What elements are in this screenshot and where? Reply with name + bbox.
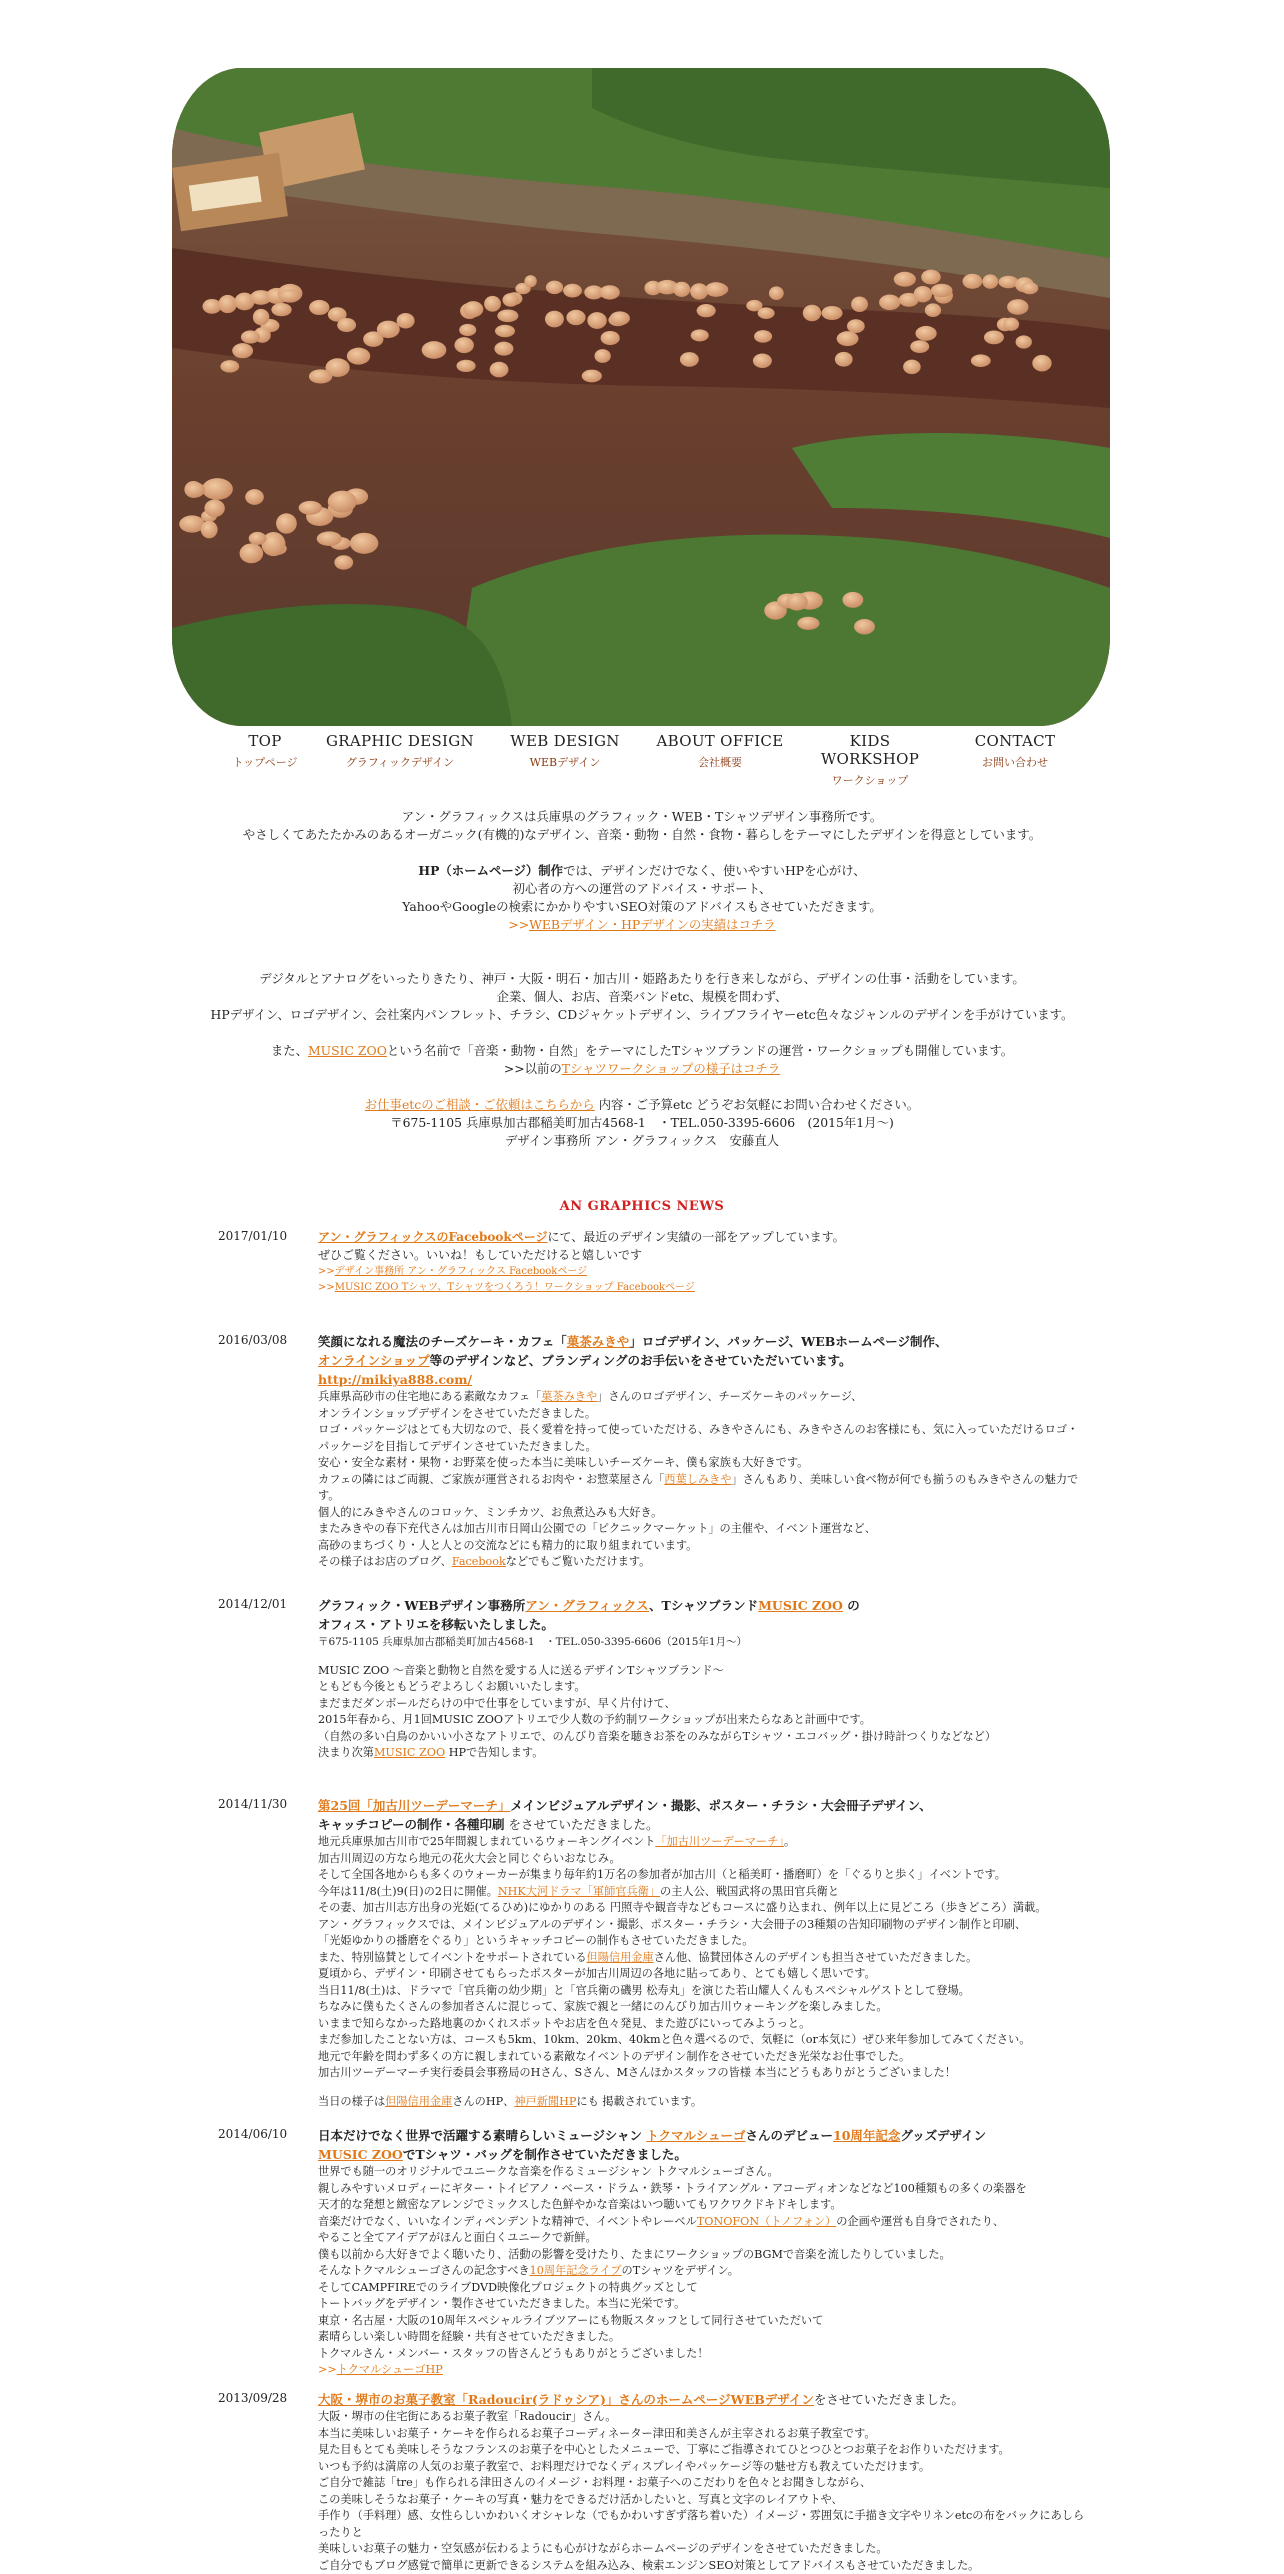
nav-top[interactable] — [210, 732, 320, 770]
news-date: 2014/06/10 — [218, 2126, 287, 2143]
news-text: の企画や運営も自身でされたり、 — [836, 2215, 1004, 2228]
potato — [204, 499, 224, 517]
nav-top-sublabel: トップページ — [210, 754, 320, 770]
news-headline-text: 日本だけでなく世界で活躍する素晴らしいミュージシャン — [318, 2128, 646, 2143]
news-body — [318, 2390, 1088, 2574]
news-text: 決まり次第 — [318, 1746, 374, 1759]
news-headline-text: 」ロゴデザイン、パッケージ、WEBホームページ制作、 — [629, 1334, 947, 1349]
news-text: ご自分で雑誌「tre」も作られる津田さんのイメージ・お料理・お菓子へのこだわりを色々とお聞きしながら、 — [318, 2475, 1088, 2492]
news-text: その妻、加古川志方出身の光姫(てるひめ)にゆかりのある 円照寺や観音寺などもコースに盛り込まれ、例年以上に見どころ（歩きどころ）満載。 — [318, 1900, 1088, 1917]
potato — [754, 330, 772, 343]
news-text: 天才的な発想と緻密なアレンジでミックスした色鮮やかな音楽はいつ聴いてもワクワクドキドキします。 — [318, 2197, 1088, 2214]
news-text: この美味しそうなお菓子・ケーキの写真・魅力をできるだけ活かしたいと、写真と文字のレイアウトや、 — [318, 2492, 1088, 2509]
potato — [963, 274, 983, 289]
news-text: そんなトクマルシューゴさんの記念すべき — [318, 2264, 530, 2277]
music-zoo-link[interactable]: MUSIC ZOO — [374, 1746, 445, 1759]
radoucir-link[interactable]: 大阪・堺市のお菓子教室「Radoucir(ラドゥシア)」さんのホームページWEBデザイン — [318, 2392, 814, 2407]
news-text: HPで告知します。 — [445, 1746, 543, 1759]
potato — [971, 354, 991, 367]
news-text: 素晴らしい楽しい時間を経験・共有させていただきました。 — [318, 2329, 1088, 2346]
nav-contact-label: CONTACT — [960, 732, 1070, 750]
potato — [546, 281, 563, 294]
news-text: ともども今後ともどうぞよろしくお願いいたします。 — [318, 1679, 1088, 1696]
potato — [397, 313, 415, 328]
tokumaru-shugo-hp-link[interactable]: トクマルシューゴHP — [337, 2363, 443, 2376]
news-text: 東京・名古屋・大阪の10周年スペシャルライブツアーにも物販スタッフとして同行させていただいて — [318, 2313, 1088, 2330]
news-heading: AN GRAPHICS NEWS — [0, 1199, 1284, 1214]
potato — [697, 304, 716, 317]
news-headline-text: グッズデザイン — [900, 2128, 986, 2143]
news-text: アン・グラフィックスでは、メインビジュアルのデザイン・撮影、ポスター・チラシ・大会冊子の3種類の告知印刷物のデザイン制作と印刷、 — [318, 1917, 1088, 1934]
news-headline-text: オフィス・アトリエを移転いたしました。 — [318, 1615, 1088, 1634]
potato — [1032, 355, 1051, 372]
news-text: トートバッグをデザイン・製作させていただきました。本当に光栄です。 — [318, 2296, 1088, 2313]
nishiha-mikiya-link[interactable]: 西葉しみきや — [664, 1473, 731, 1486]
news-text: のTシャツをデザイン。 — [622, 2264, 739, 2277]
potato — [309, 300, 329, 315]
potato — [218, 295, 237, 313]
potato — [240, 543, 264, 563]
potato — [601, 331, 620, 345]
news-text: トクマルさん・メンバー・スタッフの皆さんどうもありがとうございました！ — [318, 2346, 1088, 2363]
news-text: そしてCAMPFIREでのライブDVD映像化プロジェクトの特典グッズとして — [318, 2280, 1088, 2297]
nav-web-design[interactable] — [500, 732, 630, 770]
news-body — [318, 1332, 1088, 1571]
news-body — [318, 1228, 1088, 1297]
office-signature: デザイン事務所 アン・グラフィックス 安藤直人 — [0, 1132, 1284, 1150]
potato — [914, 286, 932, 302]
news-text: パッケージを目指してデザインさせていただきました。 — [318, 1439, 1088, 1456]
news-text: ご自分でもブログ感覚で簡単に更新できるシステムを組み込み、検索エンジンSEO対策としてアドバイスもさせていただきました。 — [318, 2558, 1088, 2574]
news-text: （自然の多い白鳥のかいい小さなアトリエで、のんびり音楽を聴きお茶をのみながらTシャツ・エコバッグ・掛け時計つくりなどなど） — [318, 1729, 1088, 1746]
news-text: いつも予約は満席の人気のお菓子教室で、お料理だけでなくディスプレイやパッケージ等の魅せ方も教えていただけます。 — [318, 2459, 1088, 2476]
intro-line: 初心者の方への運営のアドバイス・サポート、 — [0, 880, 1284, 898]
news-headline-text: 等のデザインなど、ブランディングのお手伝いをさせていただいています。 — [430, 1353, 852, 1368]
potato — [691, 329, 709, 341]
news-headline-text: グラフィック・WEBデザイン事務所 — [318, 1598, 525, 1613]
news-text: 今年は11/8(土)9(日)の2日に開催。 — [318, 1885, 498, 1898]
news-text: 安心・安全な素材・果物・お野菜を使った本当に美味しいチーズケーキ、僕も家族も大好きです。 — [318, 1455, 1088, 1472]
news-text: 僕も以前から大好きでよく聴いたり、活動の影響を受けたり、たまにワークショップのBGMで音楽を流したりしていました。 — [318, 2247, 1088, 2264]
intro-line: デジタルとアナログをいったりきたり、神戸・大阪・明石・加古川・姫路あたりを行き来しながら、デザインの仕事・活動をしています。 — [0, 970, 1284, 988]
news-headline-text: をさせていただきました。 — [505, 1817, 659, 1832]
link-prefix: >> — [318, 2363, 337, 2376]
potato — [220, 360, 239, 372]
mikiya-url-link[interactable]: http://mikiya888.com/ — [318, 1372, 472, 1387]
main-nav — [0, 732, 1284, 784]
news-text: 当日11/8(土)は、ドラマで「官兵衛の幼少期」と「官兵衛の磯男 松寿丸」を演じた若山耀人くんもスペシャルゲストとして登場。 — [318, 1983, 1088, 2000]
potato — [910, 340, 929, 353]
facebook-link[interactable]: Facebook — [452, 1555, 506, 1568]
potato — [758, 307, 775, 319]
potato — [328, 491, 357, 513]
news-body — [318, 1796, 1088, 2110]
nav-about-office-label: ABOUT OFFICE — [650, 732, 790, 750]
news-body — [318, 2126, 1088, 2379]
potato — [241, 330, 260, 343]
news-headline-text: をさせていただきました。 — [814, 2392, 964, 2407]
tenth-anniversary-link[interactable]: 10周年記念 — [833, 2128, 900, 2143]
news-headline-text: の — [843, 1598, 860, 1613]
news-text: 高砂のまちづくり・人と人との交流などにも精力的に取り組まれています。 — [318, 1538, 1088, 1555]
nav-web-design-label: WEB DESIGN — [500, 732, 630, 750]
potato — [279, 289, 301, 302]
news-text: いままで知らなかった路地裏のかくれスポットやお店を色々発見、また遊びにいってみようっと。 — [318, 2016, 1088, 2033]
an-graphics-link[interactable]: アン・グラフィックス — [525, 1598, 649, 1613]
intro-text: という名前で「音楽・動物・自然」をテーマにしたTシャツブランドの運営・ワークショップも開催しています。 — [387, 1043, 1013, 1058]
intro-section — [0, 808, 1284, 1150]
intro-text: では、デザインだけでなく、使いやすいHPを心がけ、 — [563, 863, 866, 878]
intro-line: 企業、個人、お店、音楽バンドetc、規模を問わず、 — [0, 988, 1284, 1006]
potato — [184, 482, 205, 498]
potato — [680, 352, 699, 367]
potato — [797, 617, 819, 630]
potato — [245, 489, 264, 505]
news-text: 兵庫県高砂市の住宅地にある素敵なカフェ「 — [318, 1390, 541, 1403]
potato — [842, 592, 863, 608]
nav-web-design-sublabel: WEBデザイン — [500, 754, 630, 770]
potato — [984, 330, 1004, 344]
nav-top-label: TOP — [210, 732, 320, 750]
tshirt-workshop-line — [0, 1060, 1284, 1078]
potato — [903, 360, 921, 375]
potato — [769, 286, 784, 300]
nav-graphic-design-label: GRAPHIC DESIGN — [325, 732, 475, 750]
potato — [463, 301, 483, 317]
potato — [1021, 282, 1038, 294]
potato — [894, 272, 916, 287]
music-zoo-link[interactable]: MUSIC ZOO — [308, 1043, 387, 1058]
hero-photo — [172, 68, 1110, 726]
potato — [334, 555, 353, 569]
news-date: 2014/11/30 — [218, 1796, 287, 1813]
news-text: の主人公、戦国武将の黒田官兵衛と — [660, 1885, 839, 1898]
news-text: 手作り（手料理）感、女性らしいかわいくオシャレな（でもかわいすぎず落ち着いた）イメージ・雰囲気に手描き文字やリネンetcの布をバックにあしら — [318, 2508, 1088, 2525]
news-text: その様子はお店のブログ、 — [318, 1555, 452, 1568]
news-date: 2013/09/28 — [218, 2390, 287, 2407]
news-text: 本当に美味しいお菓子・ケーキを作られるお菓子コーディネーター津田和美さんが主宰されるお菓子教室です。 — [318, 2426, 1088, 2443]
potato — [545, 311, 564, 328]
potato — [347, 348, 370, 365]
potato — [854, 619, 875, 634]
potato — [803, 305, 821, 322]
news-text: オンラインショップデザインをさせていただきました。 — [318, 1406, 1088, 1423]
news-text: やること全てアイデアがほんと面白くユニークで新鮮。 — [318, 2230, 1088, 2247]
potato — [502, 293, 518, 307]
news-text: 見た目もとても美味しそうなフランスのお菓子を中心としたメニューで、丁寧にご指導されてひとつひとつお菓子をお作りいただけます。 — [318, 2442, 1088, 2459]
news-text: 加古川ツーデーマーチ実行委員会事務局のHさん、Sさん、Mさんほかスタッフの皆様 本当にどうもありがとうございました！ — [318, 2065, 1088, 2082]
intro-line: アン・グラフィックスは兵庫県のグラフィック・WEB・Tシャツデザイン事務所です。 — [0, 808, 1284, 826]
potato — [299, 501, 322, 515]
intro-hp-line — [0, 862, 1284, 880]
intro-text: >>以前の — [504, 1061, 562, 1076]
potato — [1007, 299, 1028, 315]
potato — [673, 282, 690, 297]
intro-line: YahooやGoogleの検索にかかりやすいSEO対策のアドバイスもさせていただきます。 — [0, 898, 1284, 916]
kobe-shimbun-link[interactable]: 神戸新聞HP — [514, 2095, 576, 2108]
potato — [253, 309, 270, 325]
news-text: まだ参加したことない方は、コースも5km、10km、20km、40kmと色々選べるので、気軽に（or本気に）ぜひ来年参加してみてください。 — [318, 2032, 1088, 2049]
news-headline-text: メインビジュアルデザイン・撮影、ポスター・チラシ・大会冊子デザイン、 — [510, 1798, 931, 1813]
potato — [753, 354, 772, 368]
kakogawa-twoday-march-link[interactable]: 第25回「加古川ツーデーマーチ」 — [318, 1798, 510, 1813]
news-text: MUSIC ZOO ～音楽と動物と自然を愛する人に送るデザインTシャツブランド～ — [318, 1663, 1088, 1680]
potato — [610, 311, 630, 325]
potato — [851, 297, 868, 312]
kakogawa-twoday-march-link[interactable]: 「加古川ツーデーマーチ」 — [655, 1835, 784, 1848]
link-prefix: >> — [318, 1282, 335, 1293]
music-zoo-facebook-link[interactable]: MUSIC ZOO Tシャツ、Tシャツをつくろう！ワークショップ Facebookページ — [335, 1282, 695, 1293]
potato — [925, 303, 941, 317]
potato — [821, 306, 842, 320]
nav-about-office[interactable] — [650, 732, 790, 770]
news-text: 」さんもあり、美味しい食べ物が何でも揃うのもみきやさんの魅力です。 — [318, 1473, 1078, 1503]
news-text: そして全国各地からも多くのウォーカーが集まり毎年約1万名の参加者が加古川（と稲美町・播磨町）を「ぐるりと歩く」イベントです。 — [318, 1867, 1088, 1884]
news-body — [318, 1596, 1088, 1762]
news-text: にて、最近のデザイン実績の一部をアップしています。 — [548, 1230, 845, 1244]
news-text: カフェの隣にはご両親、ご家族が運営されるお肉や・お惣菜屋さん「 — [318, 1473, 664, 1486]
potato — [494, 342, 513, 356]
news-text: 世界でも随一のオリジナルでユニークな音楽を作るミュージシャン トクマルシューゴさん。 — [318, 2164, 1088, 2181]
web-works-line — [0, 916, 1284, 934]
news-text: 大阪・堺市の住宅街にあるお菓子教室「Radoucir」さん。 — [318, 2409, 1088, 2426]
news-text: などでもご覧いただけます。 — [506, 1555, 651, 1568]
tanyo-shinkin-link[interactable]: 但陽信用金庫 — [385, 2095, 452, 2108]
potato — [879, 295, 900, 311]
nav-kids-workshop-sublabel: ワークショップ — [800, 772, 940, 788]
potato — [495, 325, 515, 337]
contact-line — [0, 1096, 1284, 1114]
potato — [202, 478, 233, 500]
potato — [201, 521, 218, 539]
mikiya-link[interactable]: 菓茶みきや — [541, 1390, 597, 1403]
intro-text: 内容・ご予算etc どうぞお気軽にお問い合わせください。 — [595, 1097, 920, 1112]
news-headline-text: 笑顔になれる魔法のチーズケーキ・カフェ「 — [318, 1334, 567, 1349]
potato — [921, 270, 941, 285]
news-headline-text: さんのデビュー — [746, 2128, 834, 2143]
news-text: また、特別協賛としてイベントをサポートされている — [318, 1951, 587, 1964]
news-text: 個人的にみきやさんのコロッケ、ミンチカツ、お魚煮込みも大好き。 — [318, 1505, 1088, 1522]
online-shop-link[interactable]: オンラインショップ — [318, 1353, 430, 1368]
news-text: 当日の様子は — [318, 2095, 385, 2108]
news-text: さん他、協賛団体さんのデザインも担当させていただきました。 — [654, 1951, 978, 1964]
news-headline-text: キャッチコピーの制作・各種印刷 — [318, 1817, 505, 1832]
potato — [931, 284, 953, 298]
potato — [690, 283, 708, 299]
contact-link[interactable]: お仕事etcのご相談・ご依頼はこちらから — [365, 1097, 595, 1112]
news-text: 美味しいお菓子の魅力・空気感が伝わるようにも心がけながらホームページのデザインをさせていただきました。 — [318, 2541, 1088, 2558]
news-text: 親しみやすいメロディーにギター・トイピアノ・ベース・ドラム・鉄琴・トライアングル・アコーディオンなどなど100種類もの多くの楽器を — [318, 2181, 1088, 2198]
tanyo-shinkin-link[interactable]: 但陽信用金庫 — [587, 1951, 654, 1964]
tenth-anniversary-live-link[interactable]: 10周年記念ライブ — [530, 2264, 622, 2277]
tokumaru-shugo-link[interactable]: トクマルシューゴ — [646, 2128, 745, 2143]
news-date: 2016/03/08 — [218, 1332, 287, 1349]
potato — [326, 358, 350, 377]
potato — [459, 324, 476, 336]
potato — [456, 360, 475, 372]
news-text: 加古川周辺の方なら地元の花火大会と同じぐらいおなじみ。 — [318, 1851, 1088, 1868]
news-text: 〒675-1105 兵庫県加古郡稲美町加古4568-1 ・TEL.050-3395-6606（2015年1月～） — [318, 1634, 1088, 1651]
potato — [524, 275, 536, 287]
news-text: ロゴ・パッケージはとても大切なので、長く愛着を持って使っていただける、みきやさんにも、みきやさんのお客様にも、気に入っていただけるロゴ・ — [318, 1422, 1088, 1439]
potato — [1016, 335, 1032, 348]
potato — [594, 349, 610, 363]
news-text: 夏頃から、デザイン・印刷させてもらったポスターが加古川周辺の各地に貼ってあり、とても嬉しく思いです。 — [318, 1966, 1088, 1983]
potato — [317, 531, 342, 546]
news-text: 2015年春から、月1回MUSIC ZOOアトリエで少人数の予約制ワークショップが出来たらなあと計画中です。 — [318, 1712, 1088, 1729]
link-prefix: >> — [318, 1266, 335, 1277]
nhk-drama-link[interactable]: NHK大河ドラマ「軍師官兵衛」 — [498, 1885, 660, 1898]
potato — [271, 303, 291, 316]
news-headline-text: でTシャツ・バッグを制作させていただきました。 — [403, 2147, 687, 2162]
potato — [232, 343, 253, 358]
potato — [490, 362, 509, 378]
potato — [454, 337, 473, 353]
office-address: 〒675-1105 兵庫県加古郡稲美町加古4568-1 ・TEL.050-3395-6606 (2015年1月～) — [0, 1114, 1284, 1132]
news-text: 音楽だけでなく、いいなインディペンデントな精神で、イベントやレーベル — [318, 2215, 697, 2228]
potato — [582, 370, 602, 383]
potato — [847, 319, 865, 333]
web-works-link[interactable]: WEBデザイン・HPデザインの実績はコチラ — [529, 917, 776, 932]
music-zoo-link[interactable]: MUSIC ZOO — [758, 1598, 843, 1613]
potato — [835, 352, 853, 367]
potato — [600, 285, 620, 299]
an-graphics-facebook-link[interactable]: デザイン事務所 アン・グラフィックス Facebookページ — [335, 1266, 587, 1277]
music-zoo-line — [0, 1042, 1284, 1060]
news-text: にも 掲載されています。 — [576, 2095, 702, 2108]
intro-line: HPデザイン、ロゴデザイン、会社案内パンフレット、チラシ、CDジャケットデザイン、ライブフライヤーetc色々なジャンルのデザインを手がけています。 — [0, 1006, 1284, 1024]
news-text: 地元兵庫県加古川市で25年間親しまれているウォーキングイベント — [318, 1835, 655, 1848]
news-text: ったりと — [318, 2525, 1088, 2542]
music-zoo-link[interactable]: MUSIC ZOO — [318, 2147, 403, 2162]
news-text: ぜひご覧ください。いいね！もしていただけると嬉しいです — [318, 1247, 1088, 1264]
mikiya-link[interactable]: 菓茶みきや — [567, 1334, 630, 1349]
nav-contact-sublabel: お問い合わせ — [960, 754, 1070, 770]
nav-graphic-design[interactable] — [325, 732, 475, 770]
intro-text: また、 — [271, 1043, 308, 1058]
facebook-page-link[interactable]: アン・グラフィックスのFacebookページ — [318, 1230, 548, 1244]
intro-line: やさしくてあたたかみのあるオーガニック(有機的)なデザイン、音楽・動物・自然・食物・暮らしをテーマにしたデザインを得意としています。 — [0, 826, 1284, 844]
news-text: ちなみに僕もたくさんの参加者さんに混じって、家族で親と一緒にのんびり加古川ウォーキングを楽しみました。 — [318, 1999, 1088, 2016]
tonofon-link[interactable]: TONOFON（トノフォン） — [697, 2215, 836, 2228]
news-text: 。 — [784, 1835, 795, 1848]
nav-graphic-design-sublabel: グラフィックデザイン — [325, 754, 475, 770]
nav-about-office-sublabel: 会社概要 — [650, 754, 790, 770]
potato — [705, 282, 727, 297]
potato — [337, 318, 356, 332]
news-text: さんのHP、 — [452, 2095, 514, 2108]
potato — [497, 309, 518, 322]
potato — [566, 310, 585, 325]
potato — [915, 326, 936, 341]
hero-image — [172, 68, 1110, 726]
news-headline-text: 、Tシャツブランド — [649, 1598, 758, 1613]
potato — [422, 341, 447, 359]
nav-kids-workshop-label: KIDS WORKSHOP — [800, 732, 940, 768]
news-text: まだまだダンボールだらけの中で仕事をしていますが、早く片付けて、 — [318, 1696, 1088, 1713]
hp-bold-label: HP（ホームページ）制作 — [418, 863, 563, 878]
news-text: 「光姫ゆかりの播磨をぐるり」というキャッチコピーの制作もさせていただきました。 — [318, 1933, 1088, 1950]
potato — [982, 274, 998, 288]
potato — [350, 533, 378, 554]
potato — [786, 593, 808, 611]
news-date: 2017/01/10 — [218, 1228, 287, 1245]
link-prefix: >> — [508, 917, 529, 932]
news-date: 2014/12/01 — [218, 1596, 287, 1613]
tshirt-workshop-link[interactable]: Tシャツワークショップの様子はコチラ — [562, 1061, 780, 1076]
news-text: 地元で年齢を問わず多くの方に親しまれている素敵なイベントのデザイン制作をさせていただき光栄なお仕事でした。 — [318, 2049, 1088, 2066]
news-text: またみきやの春下充代さんは加古川市日岡山公園での「ピクニックマーケット」の主催や、イベント運営など、 — [318, 1521, 1088, 1538]
potato — [484, 296, 501, 312]
news-text: 」さんのロゴデザイン、チーズケーキのパッケージ、 — [597, 1390, 862, 1403]
potato — [1003, 318, 1019, 331]
potato — [249, 532, 267, 545]
potato — [837, 331, 859, 346]
nav-contact[interactable] — [960, 732, 1070, 770]
nav-kids-workshop[interactable] — [800, 732, 940, 788]
potato — [563, 284, 582, 298]
potato — [587, 312, 606, 329]
potato — [203, 299, 222, 314]
potato — [276, 513, 297, 533]
potato — [377, 321, 400, 338]
